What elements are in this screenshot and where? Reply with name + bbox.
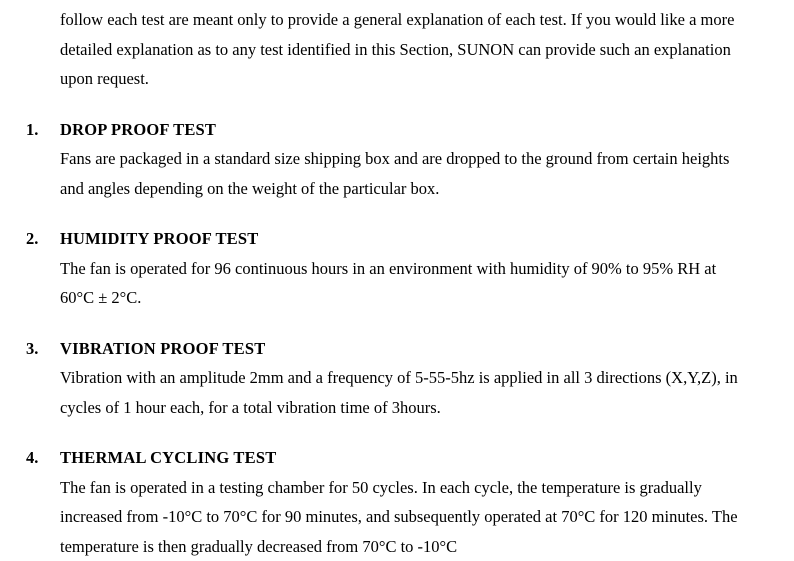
item-paragraph: The fan is operated for 96 continuous hours in an environment with humidity of 90% to 95% RH at 60°C ± 2°C.	[60, 254, 746, 313]
item-paragraph: The fan is operated in a testing chamber for 50 cycles. In each cycle, the temperature is gradually increased from -10°C to 70°C for 90 minutes, and subsequently operated at 70°C for 120 minutes. The temperature is then gradually decreased from 70°C to -10°C	[60, 473, 746, 561]
numbered-item	[26, 224, 746, 313]
item-body	[60, 224, 746, 313]
item-title: VIBRATION PROOF TEST	[60, 334, 746, 364]
numbered-item	[26, 443, 746, 561]
item-number: 3.	[26, 334, 60, 364]
intro-paragraph: follow each test are meant only to provide a general explanation of each test. If you would like a more detailed explanation as to any test identified in this Section, SUNON can provide such an explanation upon request.	[26, 5, 746, 94]
item-text	[60, 254, 746, 313]
item-title: DROP PROOF TEST	[60, 115, 746, 145]
numbered-item	[26, 334, 746, 423]
item-title: HUMIDITY PROOF TEST	[60, 224, 746, 254]
item-number: 2.	[26, 224, 60, 254]
item-body	[60, 443, 746, 561]
numbered-item	[26, 115, 746, 204]
item-number: 1.	[26, 115, 60, 145]
item-text	[60, 363, 746, 422]
item-text	[60, 473, 746, 561]
item-title: THERMAL CYCLING TEST	[60, 443, 746, 473]
intro-section	[26, 0, 746, 94]
item-body	[60, 115, 746, 204]
item-number: 4.	[26, 443, 60, 473]
item-paragraph: Fans are packaged in a standard size shipping box and are dropped to the ground from certain heights and angles depending on the weight of the particular box.	[60, 144, 746, 203]
item-text	[60, 144, 746, 203]
item-body	[60, 334, 746, 423]
item-paragraph: Vibration with an amplitude 2mm and a frequency of 5-55-5hz is applied in all 3 directions (X,Y,Z), in cycles of 1 hour each, for a total vibration time of 3hours.	[60, 363, 746, 422]
